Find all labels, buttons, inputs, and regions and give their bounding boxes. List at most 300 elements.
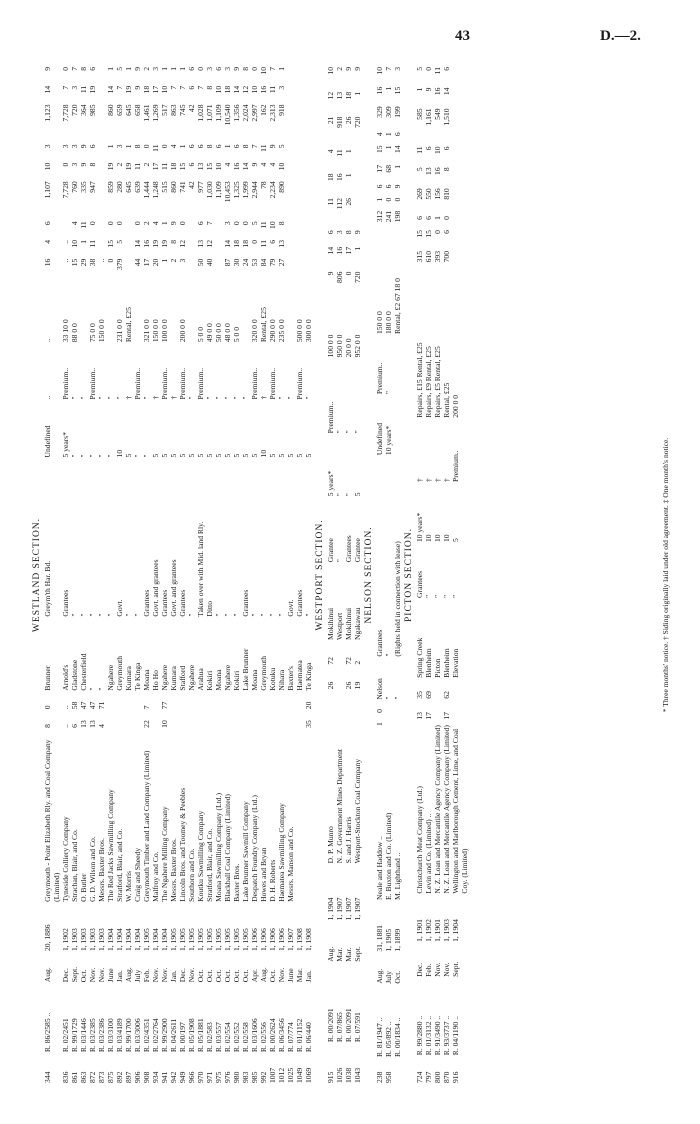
table-cell bbox=[295, 143, 304, 161]
table-cell: 1, 1905 bbox=[169, 928, 178, 952]
table-cell: 17 bbox=[442, 712, 451, 720]
table-row bbox=[223, 65, 232, 1085]
table-cell: 21 bbox=[326, 116, 335, 125]
table-cell: Baxter's bbox=[286, 665, 295, 691]
table-cell: 6 bbox=[415, 216, 424, 220]
table-cell: R. 03/4189 bbox=[115, 1018, 124, 1053]
table-cell: 1 bbox=[106, 67, 115, 71]
table-cell: 892 bbox=[115, 1071, 124, 1083]
table-cell: 1, 1904 bbox=[326, 897, 335, 921]
table-row bbox=[151, 65, 160, 1085]
table-cell bbox=[124, 219, 133, 238]
table-cell: 18 bbox=[232, 240, 241, 248]
table-cell: 6 bbox=[187, 67, 196, 71]
table-cell: Mokihinui bbox=[326, 607, 335, 640]
rotated-ledger bbox=[30, 65, 670, 1085]
table-cell: R. 04/1190 .. bbox=[451, 1016, 460, 1056]
table-cell: 1049 bbox=[295, 1067, 304, 1083]
table-cell: The Red Jacks Sawmilling Company bbox=[106, 789, 115, 902]
table-cell: Feb. bbox=[424, 963, 433, 977]
table-cell: 1, 1906 bbox=[268, 928, 277, 952]
table-cell: R. 00/1834 .. bbox=[393, 1017, 402, 1058]
table-cell: " bbox=[442, 594, 451, 598]
table-cell: 69 bbox=[424, 691, 433, 699]
table-cell: 1,030 bbox=[205, 181, 214, 199]
table-cell: Aug. bbox=[375, 968, 384, 984]
table-cell: 6 bbox=[268, 240, 277, 244]
table-cell bbox=[451, 186, 469, 214]
table-cell: 1, 1907 bbox=[335, 897, 344, 921]
table-cell bbox=[214, 219, 223, 238]
table-cell bbox=[286, 65, 295, 84]
table-cell: Elevation bbox=[451, 648, 460, 678]
table-cell: 335 bbox=[79, 181, 88, 193]
table-cell: 8 bbox=[205, 85, 214, 90]
table-cell bbox=[451, 249, 469, 277]
table-cell: Mokihinui bbox=[344, 607, 353, 640]
table-cell: 515 bbox=[160, 181, 169, 193]
table-cell: 3 bbox=[43, 144, 52, 149]
table-cell: R. 07/774 bbox=[286, 1022, 295, 1053]
table-cell: Greymouth Timber and Land Company (Limited) bbox=[142, 750, 151, 902]
table-cell: R. 01/1152 bbox=[295, 1018, 304, 1053]
table-cell: 1 bbox=[277, 67, 286, 71]
table-cell: " bbox=[335, 493, 344, 497]
table-cell: Grantees bbox=[61, 589, 70, 617]
table-cell: 6 bbox=[424, 216, 433, 220]
table-cell: 1, 1901 bbox=[433, 919, 442, 942]
table-cell: 15 bbox=[424, 230, 433, 238]
table-cell: 87 bbox=[223, 258, 232, 267]
table-cell bbox=[106, 711, 115, 730]
table-cell: Premium.. bbox=[375, 362, 384, 395]
table-cell: 269 bbox=[415, 188, 424, 200]
table-cell: Arahua bbox=[196, 668, 205, 691]
table-cell bbox=[97, 102, 106, 142]
table-cell: 16 bbox=[142, 240, 151, 248]
table-cell: Ngakawau bbox=[353, 607, 362, 640]
table-cell: 17 bbox=[424, 712, 433, 720]
table-cell: R. 02/556 bbox=[259, 1022, 268, 1053]
table-row bbox=[295, 65, 304, 1085]
table-cell bbox=[97, 84, 106, 103]
table-cell: 806 bbox=[335, 271, 344, 283]
table-cell: 9 bbox=[79, 162, 88, 167]
table-cell: " bbox=[250, 613, 259, 617]
table-cell: Mar. bbox=[295, 968, 304, 983]
table-cell bbox=[133, 693, 142, 712]
table-cell: E. Buxton and Co. (Limited) bbox=[384, 812, 393, 900]
table-row bbox=[160, 65, 169, 1085]
table-cell: Dec. bbox=[61, 968, 70, 983]
table-cell: O. Butler bbox=[79, 873, 88, 902]
table-cell: " bbox=[133, 454, 142, 458]
table-cell: 78 bbox=[259, 181, 268, 189]
table-cell: Nov. bbox=[433, 962, 442, 977]
table-cell: 6 bbox=[187, 162, 196, 167]
table-cell: 5 0 0 bbox=[232, 326, 241, 343]
section-table bbox=[326, 65, 362, 1085]
table-cell bbox=[259, 693, 268, 712]
table-cell: N. Z. Loan and Mercantile Agency Company (Limited) bbox=[433, 725, 442, 894]
table-cell: 112 bbox=[335, 198, 344, 210]
table-cell: 3 bbox=[223, 221, 232, 226]
table-cell: 10 bbox=[433, 146, 442, 155]
table-cell bbox=[169, 693, 178, 712]
table-cell: Grantees bbox=[160, 589, 169, 617]
table-cell: 970 bbox=[196, 1071, 205, 1083]
table-cell: 983 bbox=[241, 1071, 250, 1083]
table-cell: 200 0 0 bbox=[178, 319, 187, 343]
table-row bbox=[424, 65, 433, 1085]
table-cell: Grantees bbox=[375, 629, 384, 657]
table-cell bbox=[286, 281, 295, 344]
table-cell: M. Lighthand .. bbox=[393, 852, 402, 900]
table-cell: 300 0 0 bbox=[304, 319, 313, 343]
table-cell: 1 bbox=[160, 67, 169, 71]
table-cell: 906 bbox=[133, 1071, 142, 1083]
table-cell: Sept. bbox=[451, 961, 460, 977]
table-cell: 1, 1902 bbox=[424, 919, 433, 942]
table-cell: 8 bbox=[205, 144, 214, 149]
table-cell: 15 bbox=[178, 162, 187, 171]
table-cell: 760 bbox=[70, 181, 79, 193]
table-cell: 88 0 0 bbox=[70, 323, 79, 343]
table-cell: 6 bbox=[196, 144, 205, 149]
table-cell: Lake Brunner Sawmill Company bbox=[241, 801, 250, 902]
table-cell: R. 07/591 bbox=[353, 1012, 362, 1043]
table-cell: " bbox=[187, 613, 196, 617]
table-cell: 1,123 bbox=[43, 104, 52, 122]
table-cell: 1026 bbox=[335, 1067, 344, 1083]
table-cell: R. 07/865 bbox=[335, 1012, 344, 1043]
table-cell: 6 bbox=[326, 230, 335, 235]
table-cell: 10 bbox=[424, 534, 433, 543]
section-title: WESTPORT SECTION. bbox=[315, 519, 325, 631]
table-cell: 14 bbox=[43, 85, 52, 94]
table-cell: " bbox=[88, 687, 97, 691]
table-cell: 100 0 0 bbox=[160, 319, 169, 343]
table-cell: Blenheim bbox=[442, 648, 451, 678]
table-cell: 8 bbox=[241, 67, 250, 71]
table-cell: .. bbox=[61, 240, 70, 244]
table-cell: G. D. Wilson and Co. bbox=[88, 836, 97, 902]
table-cell bbox=[451, 214, 469, 228]
table-cell: 2 bbox=[142, 67, 151, 71]
table-cell: 62 bbox=[442, 691, 451, 699]
table-cell: 12 bbox=[241, 85, 250, 94]
table-cell: " bbox=[277, 396, 286, 400]
table-cell: 1,107 bbox=[43, 181, 52, 199]
table-cell: " bbox=[232, 613, 241, 617]
table-cell: 17 bbox=[151, 85, 160, 94]
table-cell: Westport-Stockton Coal Company bbox=[353, 758, 362, 864]
table-cell: R. 02/558 bbox=[241, 1022, 250, 1053]
table-cell: 549 bbox=[433, 108, 442, 120]
table-cell: The Ngahere Milling Company bbox=[160, 806, 169, 902]
table-cell: " bbox=[214, 396, 223, 400]
table-cell: " bbox=[97, 396, 106, 400]
table-cell: 4 bbox=[70, 221, 79, 226]
table-cell: R. 99/1700 bbox=[124, 1018, 133, 1053]
table-cell: 0 bbox=[178, 221, 187, 226]
table-row bbox=[353, 65, 362, 1085]
table-cell: Jan. bbox=[115, 970, 124, 983]
table-cell: 0 bbox=[88, 221, 97, 226]
table-cell: 0 bbox=[442, 216, 451, 220]
table-cell: 10 bbox=[250, 85, 259, 94]
table-cell: 5 bbox=[277, 453, 286, 458]
table-cell: 1,461 bbox=[142, 104, 151, 122]
table-cell: 1, 1904 bbox=[133, 928, 142, 952]
table-cell: Arnold's bbox=[61, 664, 70, 691]
table-cell bbox=[133, 281, 142, 344]
table-cell: 5 bbox=[304, 453, 313, 458]
table-cell bbox=[250, 693, 259, 712]
table-cell: 79 bbox=[268, 258, 277, 267]
table-cell: 180 0 0 bbox=[384, 311, 393, 334]
table-cell bbox=[259, 711, 268, 730]
table-cell: 15 bbox=[393, 86, 402, 95]
table-cell: 19 bbox=[106, 162, 115, 171]
table-cell: 6 bbox=[214, 144, 223, 149]
table-cell: Westport bbox=[335, 612, 344, 640]
table-cell: 6 bbox=[88, 144, 97, 149]
table-cell bbox=[295, 84, 304, 103]
table-cell: 3 bbox=[335, 230, 344, 235]
table-row bbox=[451, 65, 469, 1085]
table-cell: 1,248 bbox=[151, 181, 160, 199]
table-cell: 10 bbox=[214, 85, 223, 94]
table-cell: 6 bbox=[187, 85, 196, 90]
table-cell: " bbox=[88, 613, 97, 617]
table-cell: Chesterfield bbox=[79, 653, 88, 691]
table-cell bbox=[393, 1059, 402, 1085]
table-row bbox=[344, 65, 353, 1085]
table-cell: 5 bbox=[232, 453, 241, 458]
table-cell: 40 bbox=[205, 258, 214, 267]
table-cell: 9 bbox=[393, 184, 402, 189]
table-cell: 1043 bbox=[353, 1067, 362, 1083]
table-cell bbox=[295, 711, 304, 730]
table-cell: 0 bbox=[241, 221, 250, 226]
table-cell: 1,444 bbox=[142, 181, 151, 199]
table-cell: 3 bbox=[151, 67, 160, 71]
table-cell: 9 bbox=[344, 67, 353, 71]
table-cell: R. 03/3100 bbox=[106, 1018, 115, 1053]
table-cell: 942 bbox=[169, 1071, 178, 1083]
table-cell: 0 bbox=[43, 705, 52, 710]
table-cell: 16 bbox=[335, 173, 344, 181]
table-cell: 13 bbox=[88, 720, 97, 728]
section-title: NELSON SECTION. bbox=[364, 526, 374, 624]
table-cell: 918 bbox=[277, 104, 286, 116]
table-cell bbox=[124, 257, 133, 282]
table-cell: Spring Creek bbox=[415, 637, 424, 678]
table-cell: 7 bbox=[268, 67, 277, 71]
table-cell bbox=[295, 161, 304, 180]
table-cell: 231 0 0 bbox=[115, 319, 124, 343]
table-cell: Oct. bbox=[205, 969, 214, 983]
table-cell: 863 bbox=[169, 104, 178, 116]
table-cell: R. 02/4351 bbox=[142, 1018, 151, 1053]
table-cell: Taken over with Mid. land Rly. bbox=[196, 521, 205, 617]
table-row bbox=[214, 65, 223, 1085]
table-cell: 35 bbox=[415, 691, 424, 699]
table-cell: 5 bbox=[151, 453, 160, 458]
table-cell bbox=[304, 143, 313, 161]
table-cell: 364 bbox=[79, 104, 88, 116]
table-cell bbox=[451, 680, 469, 701]
table-cell: July bbox=[384, 970, 393, 984]
table-cell: 0 bbox=[133, 221, 142, 226]
table-cell: † bbox=[124, 395, 133, 400]
table-cell: 33 10 0 bbox=[61, 319, 70, 343]
table-cell: 11 bbox=[79, 85, 88, 94]
table-cell: " bbox=[277, 613, 286, 617]
table-cell: † bbox=[442, 478, 451, 482]
table-cell: Moana Sawmilling Company (Ltd.) bbox=[214, 793, 223, 902]
table-cell: Sept. bbox=[353, 946, 362, 962]
table-row bbox=[61, 65, 70, 1085]
table-cell: 985 bbox=[88, 104, 97, 116]
table-cell: 7,728 bbox=[61, 104, 70, 122]
table-cell: 20 bbox=[304, 701, 313, 710]
table-cell: 10 bbox=[277, 162, 286, 171]
table-cell: 5 bbox=[451, 538, 460, 543]
table-cell: 1 bbox=[375, 722, 384, 726]
table-cell: " bbox=[142, 454, 151, 458]
table-cell: 10 bbox=[214, 162, 223, 171]
table-cell: 720 bbox=[353, 116, 362, 128]
table-cell: Nov. bbox=[187, 967, 196, 983]
table-cell bbox=[124, 693, 133, 712]
table-cell: 1, 1902 bbox=[61, 928, 70, 952]
table-cell: 5 bbox=[169, 453, 178, 458]
table-cell: 836 bbox=[61, 1071, 70, 1083]
table-cell: Nov. bbox=[160, 967, 169, 983]
table-cell bbox=[433, 701, 442, 722]
table-cell: R. 99/2880 .. bbox=[415, 1015, 424, 1056]
table-cell: 3 bbox=[70, 85, 79, 90]
table-cell: Oct. bbox=[214, 969, 223, 983]
table-cell: Neale and Haddow .. bbox=[375, 836, 384, 900]
table-cell: 1, 1905 bbox=[187, 928, 196, 952]
table-cell: Ngahere bbox=[187, 664, 196, 691]
table-cell: R. 06/3456 bbox=[277, 1018, 286, 1053]
table-cell: 8 bbox=[133, 144, 142, 149]
table-cell: 6 bbox=[442, 230, 451, 234]
table-row bbox=[169, 65, 178, 1085]
page-reference: D.—2. bbox=[600, 28, 641, 44]
table-cell: 31, 1881 bbox=[375, 925, 384, 952]
table-cell: Malfroy and Co. bbox=[151, 851, 160, 902]
table-cell: 1, 1908 bbox=[304, 928, 313, 952]
table-cell: 1, 1904 bbox=[124, 928, 133, 952]
table-cell: 1, 1906 bbox=[250, 928, 259, 952]
table-cell bbox=[187, 238, 196, 257]
table-cell: 1,356 bbox=[232, 104, 241, 122]
table-cell: Kumara bbox=[169, 666, 178, 691]
table-cell: 13 bbox=[196, 240, 205, 248]
table-cell: 639 bbox=[133, 181, 142, 193]
table-cell: 14 bbox=[393, 145, 402, 154]
table-cell bbox=[277, 693, 286, 712]
table-cell bbox=[79, 281, 88, 344]
table-cell: 6 bbox=[214, 67, 223, 71]
table-cell: 241 bbox=[384, 210, 393, 223]
table-cell: " bbox=[451, 594, 460, 598]
table-cell: 10 bbox=[70, 240, 79, 248]
table-cell: Nov. bbox=[442, 962, 451, 977]
table-row bbox=[277, 65, 286, 1085]
table-cell bbox=[295, 219, 304, 238]
table-cell: Te Kinga bbox=[133, 662, 142, 691]
table-cell: 14 bbox=[241, 162, 250, 171]
table-cell: 1 bbox=[178, 144, 187, 149]
table-cell: " bbox=[214, 613, 223, 617]
table-cell: 610 bbox=[424, 250, 433, 263]
table-cell bbox=[304, 257, 313, 282]
table-cell: R. 04/2611 bbox=[169, 1018, 178, 1053]
table-cell: 1 bbox=[124, 67, 133, 71]
table-cell: Mar. bbox=[344, 947, 353, 962]
table-cell: 19 bbox=[353, 681, 362, 690]
table-cell bbox=[295, 238, 304, 257]
table-cell: 1012 bbox=[277, 1067, 286, 1083]
table-cell: 5 bbox=[353, 492, 362, 497]
table-cell bbox=[97, 161, 106, 180]
table-cell: Govt. bbox=[115, 599, 124, 617]
table-cell: 17 bbox=[142, 258, 151, 267]
table-cell: R. 02/554 bbox=[223, 1022, 232, 1053]
table-cell bbox=[124, 711, 133, 730]
table-cell: R. 00/2091 bbox=[326, 1008, 335, 1043]
table-cell bbox=[205, 711, 214, 730]
table-row bbox=[124, 65, 133, 1085]
table-cell: 1 bbox=[160, 258, 169, 263]
table-cell: (Rights held in connection with lease) bbox=[393, 541, 402, 657]
table-cell: 1 bbox=[79, 240, 88, 244]
table-cell: Rental, £25 bbox=[442, 382, 451, 418]
table-cell bbox=[304, 161, 313, 180]
table-cell bbox=[451, 86, 469, 107]
table-cell: 860 bbox=[106, 104, 115, 116]
table-cell bbox=[295, 102, 304, 142]
table-cell: 5 bbox=[415, 167, 424, 172]
table-cell: June bbox=[286, 968, 295, 983]
table-cell: 3 bbox=[61, 144, 70, 149]
table-cell bbox=[223, 693, 232, 712]
table-cell: 4 bbox=[326, 149, 335, 154]
table-row bbox=[375, 65, 384, 1085]
table-cell: 10 bbox=[326, 67, 335, 75]
table-cell: 10 bbox=[375, 67, 384, 75]
table-cell bbox=[151, 693, 160, 712]
table-cell: Moana bbox=[142, 669, 151, 691]
table-cell: Oct. bbox=[268, 969, 277, 983]
table-cell: † bbox=[259, 395, 268, 400]
table-cell: Premium.. bbox=[326, 401, 335, 434]
table-cell: 72 bbox=[326, 657, 335, 665]
table-cell bbox=[133, 711, 142, 730]
table-cell: 992 bbox=[259, 1071, 268, 1083]
table-cell: 5 bbox=[115, 240, 124, 244]
table-cell: Greymouth - Point Elizabeth Rly. and Coal Company (Limited) bbox=[43, 739, 61, 902]
table-cell: 8 bbox=[79, 67, 88, 71]
section-table bbox=[415, 65, 469, 1085]
table-cell: † bbox=[415, 478, 424, 482]
